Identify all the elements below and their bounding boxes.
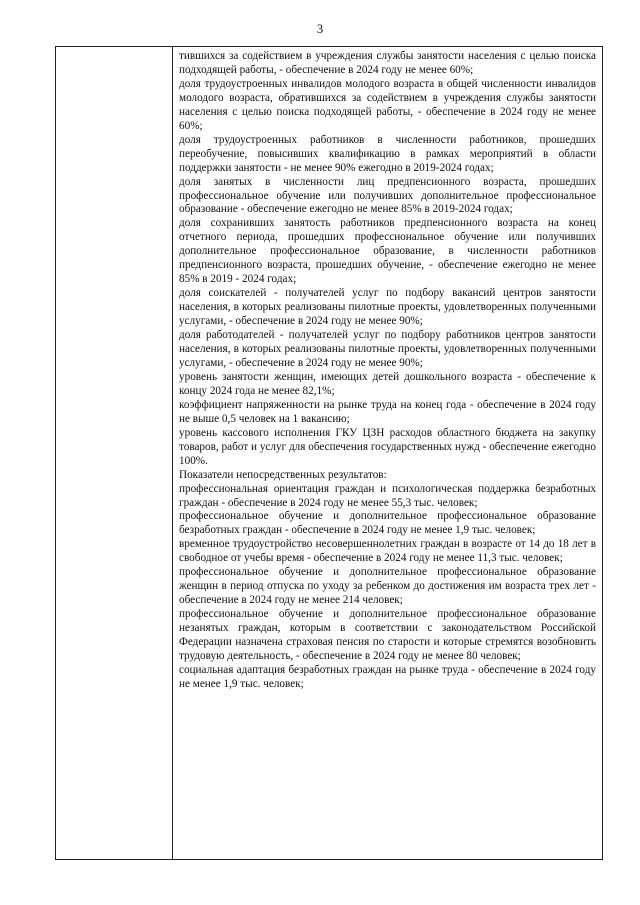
- paragraph: доля сохранивших занятость работников предпенсионного возраста на конец отчетного периода, прошедших профессиональное обучение или получивших дополнительное профессиональное образование, в численности работников предпенсионного возраста, прошедших обучение, - обеспечение ежегодно не менее 85% в 2019 - 2024 годах;: [179, 217, 596, 286]
- paragraph: коэффициент напряженности на рынке труда на конец года - обеспечение в 2024 году не выше 0,5 человек на 1 вакансию;: [179, 398, 596, 425]
- table-left-column: [56, 47, 173, 859]
- paragraph: доля трудоустроенных работников в численности работников, прошедших переобучение, повысивших квалификацию в рамках мероприятий в области поддержки занятости - не менее 90% ежегодно в 2019-2024 годах;: [179, 133, 596, 174]
- table-right-column: [173, 47, 602, 859]
- paragraph: доля трудоустроенных инвалидов молодого возраста в общей численности инвалидов молодого возраста, обратившихся за содействием в учреждения службы занятости населения с целью поиска подходящей работы, - обеспечение в 2024 году не менее 60%;: [179, 77, 596, 132]
- document-table: [55, 46, 603, 860]
- paragraph: профессиональное обучение и дополнительное профессиональное образование безработных граждан - обеспечение в 2024 году не менее 1,9 тыс. человек;: [179, 510, 596, 537]
- page-number: 3: [316, 22, 324, 36]
- paragraph: профессиональное обучение и дополнительное профессиональное образование незанятых граждан, которым в соответствии с законодательством Российской Федерации назначена страховая пенсия по старости и которые стремятся возобновить трудовую деятельность, - обеспечение в 2024 году не менее 80 человек;: [179, 608, 596, 662]
- paragraph: тившихся за содействием в учреждения службы занятости населения с целью поиска подходящей работы, - обеспечение в 2024 году не менее 60%;: [179, 50, 596, 76]
- paragraph: уровень кассового исполнения ГКУ ЦЗН расходов областного бюджета на закупку товаров, работ и услуг для обеспечения государственных нужд - обеспечение ежегодно 100%.: [179, 426, 596, 467]
- paragraph: временное трудоустройство несовершеннолетних граждан в возрасте от 14 до 18 лет в свободное от учебы время - обеспечение в 2024 году не менее 11,3 тыс. человек;: [179, 538, 596, 565]
- paragraph: уровень занятости женщин, имеющих детей дошкольного возраста - обеспечение к концу 2024 года не менее 82,1%;: [179, 370, 596, 397]
- paragraph: доля работодателей - получателей услуг по подбору работников центров занятости населения, в которых реализованы пилотные проекты, удовлетворенных полученными услугами, - обеспечение в 2024 году не менее 90%;: [179, 329, 596, 369]
- section-heading: Показатели непосредственных результатов:: [179, 468, 387, 481]
- paragraph: социальная адаптация безработных граждан на рынке труда - обеспечение в 2024 году не менее 1,9 тыс. человек;: [179, 663, 596, 690]
- paragraph: профессиональная ориентация граждан и психологическая поддержка безработных граждан - обеспечение в 2024 году не менее 55,3 тыс. человек;: [179, 482, 596, 509]
- paragraph: доля соискателей - получателей услуг по подбору вакансий центров занятости населения, в которых реализованы пилотные проекты, удовлетворенных полученными услугами, - обеспечение в 2024 году не менее 90%;: [179, 287, 596, 328]
- paragraph: доля занятых в численности лиц предпенсионного возраста, прошедших профессиональное обучение или получивших дополнительное профессиональное образование - обеспечение ежегодно не менее 85% в 2019-2024 годах;: [179, 175, 596, 216]
- paragraph: профессиональное обучение и дополнительное профессиональное образование женщин в период отпуска по уходу за ребенком до достижения им возраста трех лет - обеспечение в 2024 году не менее 214 человек;: [179, 566, 596, 607]
